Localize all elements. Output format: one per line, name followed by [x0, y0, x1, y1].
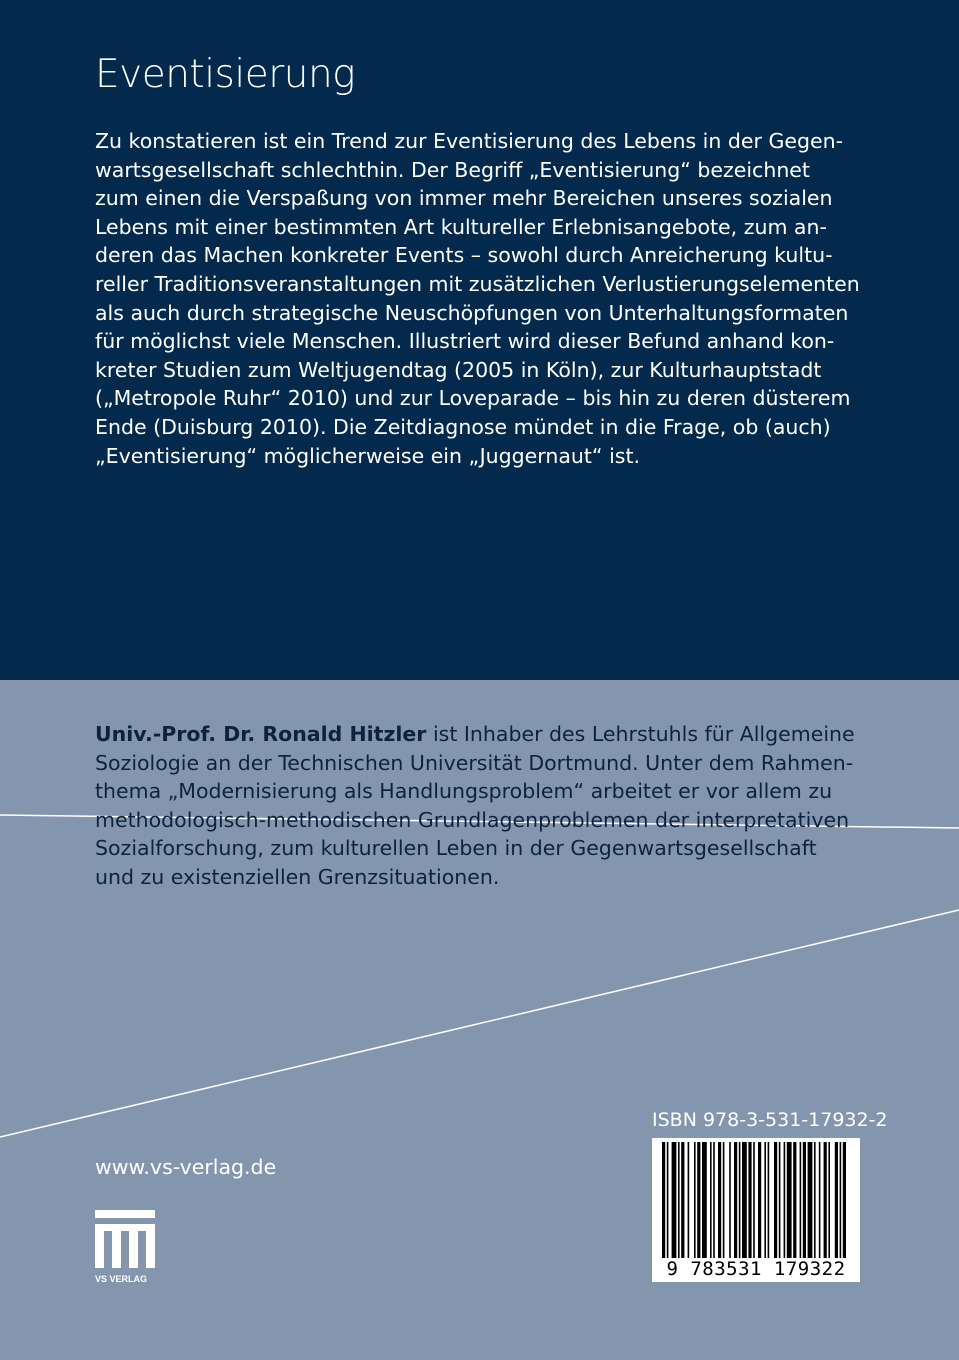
barcode-bar — [718, 1142, 721, 1258]
barcode-bar — [678, 1142, 680, 1258]
barcode-bar — [753, 1142, 755, 1258]
barcode-bar — [681, 1142, 684, 1258]
bio-line: und zu existenziellen Grenzsituationen. — [95, 864, 500, 889]
barcode-bar — [734, 1142, 737, 1258]
publisher-url[interactable]: www.vs-verlag.de — [95, 1155, 277, 1179]
barcode-bar — [840, 1142, 842, 1258]
barcode-bar — [723, 1142, 725, 1258]
barcode-bar — [787, 1142, 792, 1258]
blurb-line: kreter Studien zum Weltjugendtag (2005 in Köln), zur Kulturhauptstadt — [95, 357, 822, 382]
barcode-bar — [739, 1142, 741, 1258]
barcode — [652, 1138, 860, 1282]
blurb-line: („Metropole Ruhr“ 2010) und zur Loveparade – bis hin zu deren düsterem — [95, 386, 851, 411]
vs-verlag-logo — [95, 1210, 159, 1290]
blurb-line: deren das Machen konkreter Events – sowohl durch Anreicherung kultu- — [95, 243, 833, 268]
barcode-bar — [835, 1142, 838, 1258]
barcode-bar — [800, 1142, 802, 1258]
decorative-line-lower — [0, 910, 959, 1137]
blurb-line: „Eventisierung“ möglicherweise ein „Juggernaut“ ist. — [95, 443, 641, 468]
bio-line: Sozialforschung, zum kulturellen Leben in der Gegenwartsgesellschaft — [95, 836, 817, 861]
barcode-bar — [779, 1142, 781, 1258]
blurb-line: Ende (Duisburg 2010). Die Zeitdiagnose mündet in die Frage, ob (auch) — [95, 414, 831, 439]
barcode-bar — [803, 1142, 806, 1258]
blurb-line: Zu konstatieren ist ein Trend zur Eventisierung des Lebens in der Gegen- — [95, 129, 843, 153]
blurb-line: als auch durch strategische Neuschöpfungen von Unterhaltungsformaten — [95, 300, 849, 325]
bio-line: methodologisch-methodischen Grundlagenproblemen der interpretativen — [95, 807, 850, 832]
vs-verlag-logo-icon — [95, 1210, 159, 1286]
blurb-line: zum einen die Verspaßung von immer mehr Bereichen unseres sozialen — [95, 186, 833, 211]
book-title: Eventisierung — [95, 52, 356, 97]
blurb-line: reller Traditionsveranstaltungen mit zusätzlichen Verlustierungselementen — [95, 271, 860, 296]
barcode-bar — [729, 1142, 731, 1258]
barcode-bar — [843, 1142, 846, 1258]
barcode-bar — [713, 1142, 715, 1258]
barcode-bar — [768, 1142, 770, 1258]
barcode-bar — [814, 1142, 816, 1258]
barcode-bar — [819, 1142, 821, 1258]
barcode-bar — [710, 1142, 712, 1258]
barcode-bar — [764, 1142, 766, 1258]
barcode-bar — [784, 1142, 786, 1258]
barcode-bar — [808, 1142, 813, 1258]
isbn-label: ISBN 978-3-531-17932-2 — [652, 1109, 888, 1131]
author-name: Univ.-Prof. Dr. Ronald Hitzler — [95, 722, 427, 746]
barcode-bar — [748, 1142, 751, 1258]
barcode-bar — [774, 1142, 777, 1258]
barcode-bar — [688, 1142, 690, 1258]
barcode-bar — [758, 1142, 761, 1258]
bio-line — [95, 720, 865, 749]
blurb-line: wartsgesellschaft schlechthin. Der Begriff „Eventisierung“ bezeichnet — [95, 157, 810, 182]
barcode-bar — [828, 1142, 830, 1258]
barcode-bar — [697, 1142, 700, 1258]
barcode-number: 9 783531 179322 — [666, 1258, 846, 1280]
logo-text: VS VERLAG — [95, 1274, 148, 1284]
author-bio — [95, 720, 865, 892]
blurb-line: für möglichst viele Menschen. Illustriert wird dieser Befund anhand kon- — [95, 329, 835, 354]
barcode-bars — [652, 1142, 860, 1262]
barcode-bar — [824, 1142, 827, 1258]
bio-line: thema „Modernisierung als Handlungsproblem“ arbeitet er vor allem zu — [95, 779, 833, 804]
barcode-bar — [793, 1142, 796, 1258]
barcode-bar — [694, 1142, 696, 1258]
barcode-bar — [702, 1142, 707, 1258]
blurb-line: Lebens mit einer bestimmten Art kultureller Erlebnisangebote, zum an- — [95, 214, 827, 239]
barcode-bar — [667, 1142, 669, 1258]
barcode-bar — [662, 1142, 665, 1258]
bio-first-line-rest: ist Inhaber des Lehrstuhls für Allgemeine — [426, 722, 855, 746]
barcode-bar — [672, 1142, 677, 1258]
barcode-bar — [742, 1142, 747, 1258]
bio-line: Soziologie an der Technischen Universität Dortmund. Unter dem Rahmen- — [95, 750, 854, 775]
